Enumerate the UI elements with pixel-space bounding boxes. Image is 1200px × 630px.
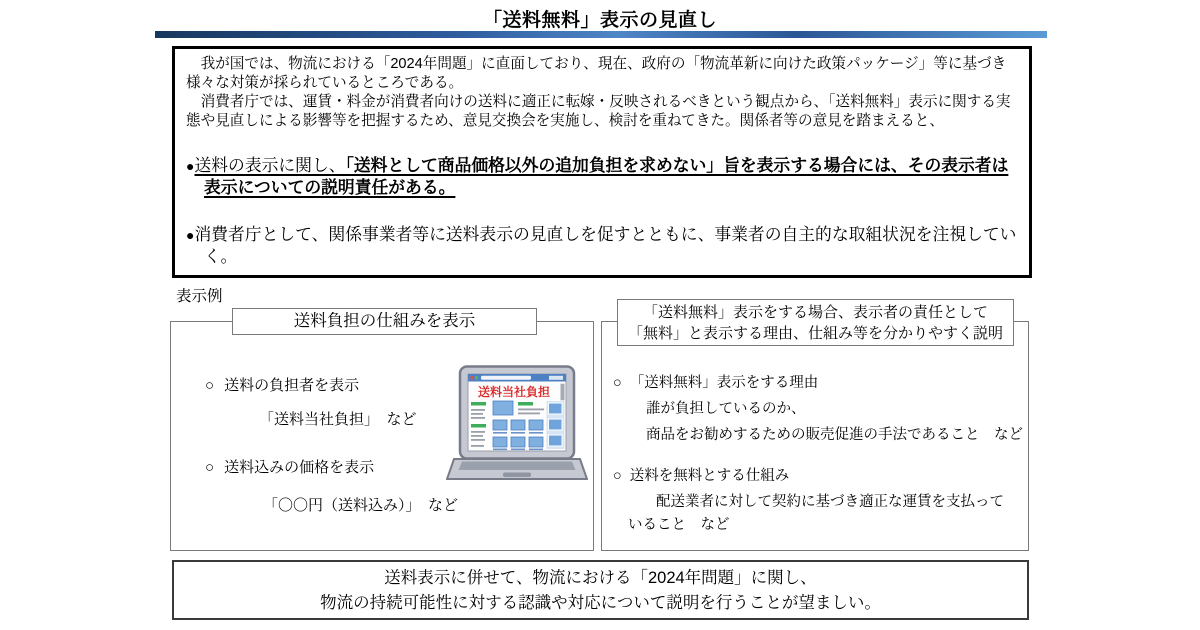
product-caption-line [493,449,507,451]
left-item-1-example: 「送料当社負担」 など [259,411,417,428]
content-text-line [518,409,544,411]
bullet1-bold: 「送料として商品価格以外の追加負担を求めない」旨を表示する場合には、その表示者は表示についての説明責任がある。 [204,156,1009,197]
bullet-responsibility [186,155,1018,199]
left-item-1-text: 送料の負担者を表示 [224,377,360,394]
banner-image [549,403,563,414]
content-heading-bar [518,402,533,406]
product-caption-line [493,432,507,434]
browser-button-icon [471,376,474,380]
right-panel-header [617,299,1014,346]
bullet2-text: 消費者庁として、関係事業者等に送料表示の見直しを促すとともに、事業者の自主的な取組状況を注視していく。 [194,225,1017,266]
right-item-1 [613,371,818,392]
product-caption-line [511,432,525,434]
laptop-touchpad [503,473,531,478]
summary-paragraph-2: 消費者庁では、運賃・料金が消費者向けの送料に適正に転嫁・反映されるべきという観点から、「送料無料」表示に関する実態や見直しによる影響等を把握するため、意見交換会を実施し、検討を重ねてきた。関係者等の意見を踏まえると、 [186,94,1011,129]
product-image [529,437,543,447]
sidebar-text-line [471,439,485,441]
right-item-2-detail-1: 配送業者に対して契約に基づき適正な運賃を支払って [656,494,1004,510]
content-text-line [518,413,540,415]
left-item-2-example: 「〇〇円（送料込み）」 など [263,497,459,514]
footer-line1: 送料表示に併せて、物流における「2024年問題」に関し、 [384,569,817,587]
summary-box [172,46,1032,278]
footer-line2: 物流の持続可能性に対する認識や対応について説明を行うことが望ましい。 [320,594,881,612]
example-section-label: 表示例 [176,288,223,305]
product-image [511,437,525,447]
scrollbar-thumb [561,384,565,400]
laptop-screen-title: 送料当社負担 [477,385,551,399]
banner-image [549,435,563,446]
bullet1-prefix: 送料の表示に関し、 [194,156,346,175]
circle-marker-icon: ○ [613,468,622,484]
browser-button-icon [475,376,478,380]
sidebar-text-line [471,413,483,415]
banner-image [549,419,563,430]
laptop-keys [459,462,576,471]
sidebar-text-line [471,435,483,437]
product-caption-line [511,449,525,451]
product-caption-line [529,432,543,434]
page-title: 「送料無料」表示の見直し [482,10,717,31]
product-image [493,401,513,415]
right-item-1-detail-1: 誰が負担しているのか、 [646,401,806,417]
right-item-2-detail-2: いること など [628,517,730,533]
laptop-illustration [446,365,588,487]
right-item-1-detail-2: 商品をお勧めするための販売促進の手法であること など [646,427,1023,443]
footer-note-box [172,560,1029,620]
sidebar-heading-bar [471,424,486,428]
left-item-1 [205,374,359,395]
right-item-2-title: 送料を無料とする仕組み [629,468,790,484]
browser-address-bar [481,376,531,380]
sidebar-text-line [471,417,485,419]
bullet-icon: ● [186,227,195,243]
bullet-icon: ● [186,158,195,174]
right-item-2 [613,464,789,485]
summary-paragraph-1: 我が国では、物流における「2024年問題」に直面しており、現在、政府の「物流革新に向けた政策パッケージ」等に基づき様々な対策が採られているところである。 [186,56,1007,91]
right-example-panel [601,321,1029,551]
right-header-line1: 「送料無料」表示をする場合、表示者の責任として [642,304,988,321]
left-item-2-text: 送料込みの価格を表示 [224,459,375,476]
right-item-1-title: 「送料無料」表示をする理由 [629,375,819,391]
left-panel-header: 送料負担の仕組みを表示 [232,308,537,335]
browser-toolbar-box [549,376,563,380]
product-caption-line [529,449,543,451]
product-image [529,420,543,430]
product-image [511,420,525,430]
circle-marker-icon: ○ [613,375,622,391]
sidebar-text-line [471,431,485,433]
title-accent-bar [155,31,1047,38]
circle-marker-icon: ○ [205,377,215,394]
product-image [493,437,507,447]
left-item-2 [205,456,374,477]
product-image [493,420,507,430]
sidebar-text-line [471,409,485,411]
circle-marker-icon: ○ [205,459,215,476]
bullet-caa-action [186,224,1018,268]
sidebar-text-line [471,445,484,447]
sidebar-heading-bar [471,402,486,406]
right-header-line2: 「無料」と表示する理由、仕組み等を分かりやすく説明 [627,325,1003,342]
